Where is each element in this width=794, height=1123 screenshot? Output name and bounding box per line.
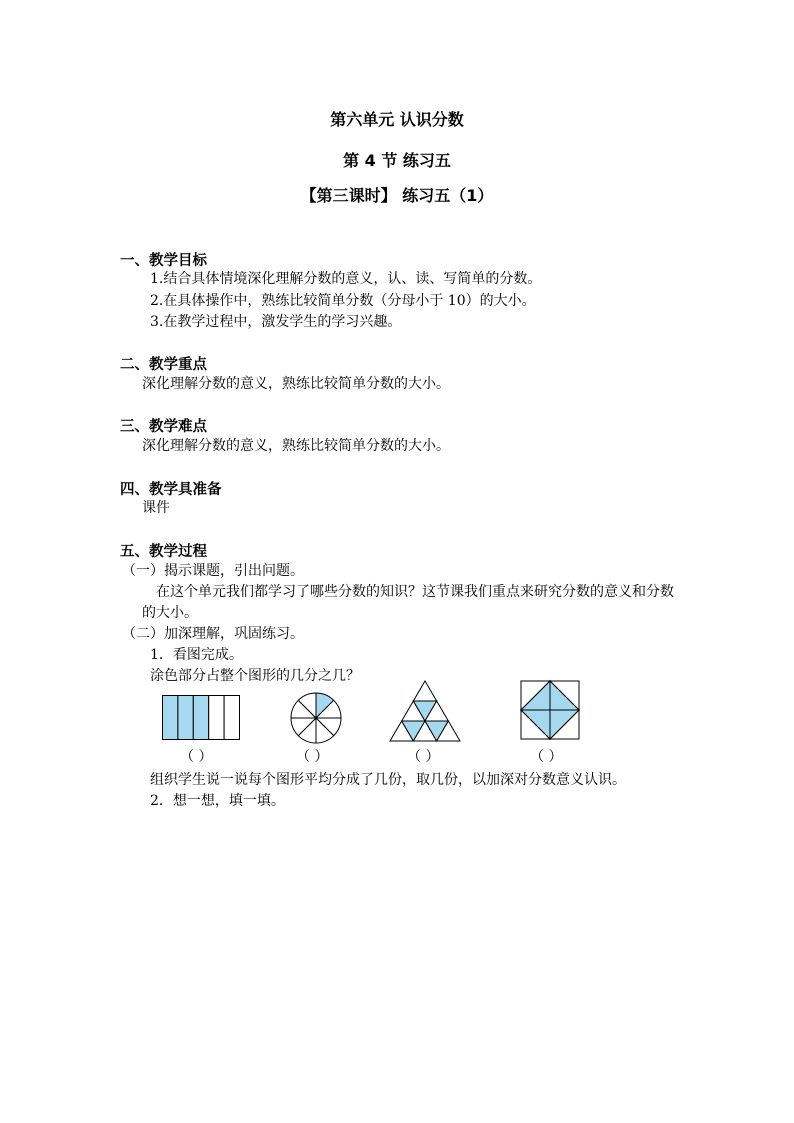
section-5-heading: 五、教学过程 [120, 544, 207, 560]
part-2-label: （二）加深理解，巩固练习。 [122, 626, 304, 642]
triangle-fraction-figure [389, 680, 461, 742]
task-1-label: 1．看图完成。 [150, 647, 243, 663]
difficulty-text: 深化理解分数的意义，熟练比较简单分数的大小。 [142, 438, 450, 454]
rect-strip [163, 696, 178, 740]
figure-question: 涂色部分占整个图形的几分之几？ [150, 668, 360, 684]
key-point-text: 深化理解分数的意义，熟练比较简单分数的大小。 [142, 376, 450, 392]
rect-strip [224, 696, 239, 740]
lesson-title: 【第三课时】 练习五（1） [300, 186, 494, 205]
answer-blank-square[interactable]: （ ） [530, 749, 563, 765]
objective-item-3: 3.在教学过程中，激发学生的学习兴趣。 [150, 314, 402, 330]
part-1-paragraph: 在这个单元我们都学习了哪些分数的知识？这节课我们重点来研究分数的意义和分数的大小。 [142, 584, 674, 621]
objective-item-2: 2.在具体操作中，熟练比较简单分数（分母小于 10）的大小。 [150, 293, 536, 309]
task-2-label: 2．想一想，填一填。 [150, 793, 285, 809]
section-2-heading: 二、教学重点 [120, 357, 207, 373]
unit-title: 第六单元 认识分数 [330, 110, 464, 129]
answer-blank-rectangle[interactable]: （ ） [180, 749, 213, 765]
answer-blank-circle[interactable]: （ ） [296, 749, 329, 765]
rectangle-fraction-figure [162, 695, 240, 740]
part-1-label: （一）揭示课题，引出问题。 [122, 563, 304, 579]
section-3-heading: 三、教学难点 [120, 419, 207, 435]
section-1-heading: 一、教学目标 [120, 253, 207, 269]
rect-strip [178, 696, 193, 740]
activity-note: 组织学生说一说每个图形平均分成了几份，取几份，以加深对分数意义认识。 [150, 772, 626, 788]
section-4-heading: 四、教学具准备 [120, 482, 222, 498]
square-fraction-figure [520, 680, 580, 740]
rect-strip [193, 696, 208, 740]
materials-text: 课件 [142, 500, 170, 516]
answer-blank-triangle[interactable]: （ ） [407, 749, 440, 765]
objective-item-1: 1.结合具体情境深化理解分数的意义，认、读、写简单的分数。 [150, 271, 542, 287]
triangle-piece [413, 681, 436, 701]
circle-fraction-figure [290, 692, 342, 744]
rect-strip [209, 696, 224, 740]
section-title: 第 4 节 练习五 [343, 151, 451, 170]
